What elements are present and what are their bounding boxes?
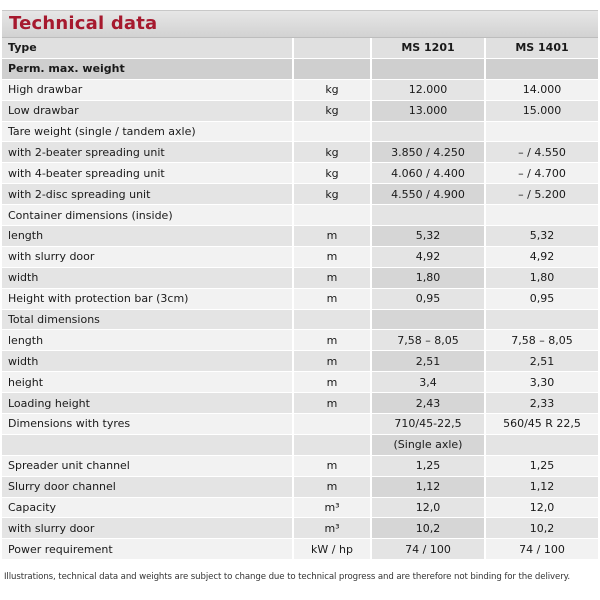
row-label: Container dimensions (inside) [2,205,292,226]
table-row [2,477,598,498]
table-row [2,372,598,393]
row-value-ms1201: 10,2 [370,518,484,539]
table-row [2,163,598,184]
row-value-ms1401: 12,0 [484,498,598,519]
row-label: Tare weight (single / tandem axle) [2,122,292,143]
table-row [2,539,598,560]
title-bar [2,10,598,38]
row-value-ms1201: 7,58 – 8,05 [370,330,484,351]
table-row [2,268,598,289]
row-value-ms1401: 4,92 [484,247,598,268]
row-unit: m [292,393,370,414]
row-unit [292,435,370,456]
row-value-ms1401: – / 5.200 [484,184,598,205]
row-value-ms1201: 12.000 [370,80,484,101]
row-value-ms1201: 2,51 [370,351,484,372]
row-unit: kg [292,80,370,101]
table-row [2,310,598,331]
row-value-ms1401: 3,30 [484,372,598,393]
table-row [2,456,598,477]
row-label: with slurry door [2,247,292,268]
row-value-ms1401: 1,25 [484,456,598,477]
header-model-ms1201: MS 1201 [370,38,484,59]
technical-data-table [2,38,598,560]
row-unit: kg [292,101,370,122]
row-value-ms1401: 10,2 [484,518,598,539]
row-label: Slurry door channel [2,477,292,498]
row-unit [292,122,370,143]
row-value-ms1201 [370,122,484,143]
row-unit [292,310,370,331]
row-value-ms1401: 7,58 – 8,05 [484,330,598,351]
row-value-ms1201: 2,43 [370,393,484,414]
row-value-ms1401: 560/45 R 22,5 [484,414,598,435]
row-label: length [2,226,292,247]
row-unit: m [292,456,370,477]
table-row [2,226,598,247]
row-value-ms1201: 1,25 [370,456,484,477]
row-value-ms1401: 2,33 [484,393,598,414]
row-value-ms1201: 3.850 / 4.250 [370,142,484,163]
table-row [2,351,598,372]
row-value-ms1201: 3,4 [370,372,484,393]
row-unit: m [292,268,370,289]
row-unit: kg [292,142,370,163]
row-unit: m [292,372,370,393]
row-value-ms1201: (Single axle) [370,435,484,456]
table-row [2,414,598,435]
row-unit [292,414,370,435]
row-unit: kW / hp [292,539,370,560]
row-unit: m [292,351,370,372]
table-row [2,393,598,414]
row-unit: kg [292,163,370,184]
row-label [2,435,292,456]
row-value-ms1201 [370,310,484,331]
row-value-ms1201: 12,0 [370,498,484,519]
row-label: width [2,268,292,289]
row-value-ms1201: 0,95 [370,289,484,310]
row-value-ms1201: 4.060 / 4.400 [370,163,484,184]
row-label: height [2,372,292,393]
row-value-ms1401: 2,51 [484,351,598,372]
row-value-ms1201 [370,205,484,226]
table-row [2,205,598,226]
row-label: with 2-disc spreading unit [2,184,292,205]
row-value-ms1401: 15.000 [484,101,598,122]
row-unit: m [292,477,370,498]
row-unit: m [292,226,370,247]
table-row [2,498,598,519]
row-value-ms1201: 13.000 [370,101,484,122]
row-label: with slurry door [2,518,292,539]
table-row [2,330,598,351]
table-row [2,142,598,163]
row-label: width [2,351,292,372]
table-row [2,435,598,456]
table-header-row [2,38,598,59]
row-label: with 2-beater spreading unit [2,142,292,163]
row-value-ms1401 [484,435,598,456]
row-value-ms1401 [484,122,598,143]
row-value-ms1201: 5,32 [370,226,484,247]
page-title: Technical data [9,13,158,34]
header-model-ms1401: MS 1401 [484,38,598,59]
row-value-ms1401: 0,95 [484,289,598,310]
row-value-ms1201: 710/45-22,5 [370,414,484,435]
section-row [2,59,598,80]
row-unit: m³ [292,518,370,539]
footnote: Illustrations, technical data and weights are subject to change due to technical progress and are therefore not binding for the delivery. [4,572,571,582]
row-unit: m [292,330,370,351]
row-value-ms1401: 1,80 [484,268,598,289]
table-row [2,247,598,268]
table-row [2,518,598,539]
section-a-cell [370,59,484,80]
row-value-ms1401: – / 4.700 [484,163,598,184]
row-label: Power requirement [2,539,292,560]
row-value-ms1201: 1,12 [370,477,484,498]
table-row [2,184,598,205]
row-value-ms1201: 74 / 100 [370,539,484,560]
row-label: Capacity [2,498,292,519]
row-label: High drawbar [2,80,292,101]
row-value-ms1401: 1,12 [484,477,598,498]
row-unit [292,205,370,226]
table-row [2,101,598,122]
row-label: Spreader unit channel [2,456,292,477]
row-label: with 4-beater spreading unit [2,163,292,184]
row-label: Dimensions with tyres [2,414,292,435]
section-unit-cell [292,59,370,80]
row-unit: m [292,289,370,310]
row-value-ms1401 [484,205,598,226]
table-row [2,122,598,143]
row-value-ms1401 [484,310,598,331]
header-unit [292,38,370,59]
row-label: Height with protection bar (3cm) [2,289,292,310]
table-row [2,289,598,310]
row-value-ms1401: – / 4.550 [484,142,598,163]
row-value-ms1201: 4,92 [370,247,484,268]
section-label: Perm. max. weight [2,59,292,80]
row-label: Loading height [2,393,292,414]
row-unit: m³ [292,498,370,519]
row-unit: kg [292,184,370,205]
row-label: Total dimensions [2,310,292,331]
table-row [2,80,598,101]
row-value-ms1401: 5,32 [484,226,598,247]
row-value-ms1201: 1,80 [370,268,484,289]
section-b-cell [484,59,598,80]
row-unit: m [292,247,370,268]
row-label: Low drawbar [2,101,292,122]
header-type-label: Type [2,38,292,59]
row-label: length [2,330,292,351]
row-value-ms1401: 14.000 [484,80,598,101]
row-value-ms1201: 4.550 / 4.900 [370,184,484,205]
row-value-ms1401: 74 / 100 [484,539,598,560]
